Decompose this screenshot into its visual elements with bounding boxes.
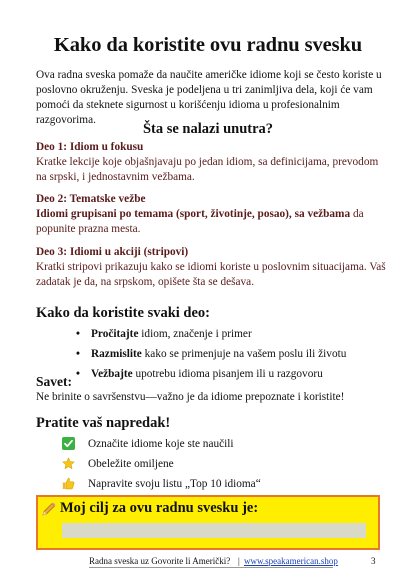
goal-box (36, 495, 380, 550)
part-2-description (36, 207, 388, 237)
how-to-item-text: upotrebu idioma pisanjem ili u razgovoru (132, 368, 323, 380)
bullet-icon: • (76, 368, 80, 380)
tip-heading-colon: : (67, 374, 72, 389)
how-to-item (76, 344, 376, 364)
how-to-heading: Kako da koristite svaki deo: (36, 305, 211, 321)
whats-inside-heading: Šta se nalazi unutra? (142, 121, 274, 137)
page-title: Kako da koristite ovu radnu svesku (53, 34, 363, 56)
checkmark-icon (62, 437, 75, 450)
footer-book-title: Radna sveska uz Govorite li Američki? (89, 556, 231, 566)
goal-input-field[interactable] (62, 523, 366, 538)
tip-text: Ne brinite o savršenstvu—važno je da idiome prepoznate i koristite! (36, 391, 345, 403)
how-to-list (76, 324, 376, 384)
how-to-item-verb: Pročitajte (91, 328, 139, 340)
progress-heading: Pratite vaš napredak! (36, 415, 171, 431)
part-1-description: Kratke lekcije koje objašnjavaju po jedan idiom, sa definicijama, prevodom na srpski, i jednostavnim vežbama. (36, 156, 379, 183)
progress-item-text: Označite idiome koje ste naučili (88, 438, 234, 450)
part-2 (36, 192, 388, 237)
tip-heading-text: Savet (36, 374, 68, 389)
bullet-icon: • (76, 328, 80, 340)
part-1-title: Deo 1: Idiom u fokusu (36, 141, 144, 153)
progress-item (62, 434, 261, 454)
part-3-title: Deo 3: Idiomi u akciji (stripovi) (36, 246, 189, 258)
how-to-item (76, 324, 376, 344)
footer-divider (89, 567, 333, 568)
progress-item (62, 474, 261, 494)
how-to-item-text: kako se primenjuje na vašem poslu ili životu (141, 348, 347, 360)
how-to-item-verb: Vežbajte (91, 368, 133, 380)
tip-heading (36, 374, 72, 390)
progress-list (62, 434, 261, 494)
footer-website-link[interactable]: www.speakamerican.shop (244, 556, 338, 566)
pencil-icon (42, 502, 56, 516)
how-to-item-text: idiom, značenje i primer (138, 328, 252, 340)
progress-item-text: Napravite svoju listu „Top 10 idioma“ (88, 478, 261, 490)
part-2-description-bold: Idiomi grupisani po temama (sport, životinje, posao), sa vežbama (36, 208, 351, 220)
part-1 (36, 140, 388, 185)
bullet-icon: • (76, 348, 80, 360)
how-to-item-verb: Razmislite (91, 348, 142, 360)
goal-label: Moj cilj za ovu radnu svesku je: (60, 500, 259, 516)
intro-paragraph: Ova radna sveska pomaže da naučite američke idiome koji se često koriste u poslovno okruženju. Sveska je podeljena u tri zanimljiva dela, koji će vam pomoći da steknete sigurnost u korišćenju idioma u profesionalnim razgovorima. (36, 69, 382, 126)
part-2-title: Deo 2: Tematske vežbe (36, 193, 146, 205)
how-to-item (76, 364, 376, 384)
part-2-description-rest: da popunite prazna mesta. (36, 208, 364, 235)
thumbs-up-icon (62, 477, 75, 490)
star-icon (62, 457, 75, 470)
part-3-description: Kratki stripovi prikazuju kako se idiomi koriste u poslovnim situacijama. Vaš zadatak je da, na srpskom, opišete šta se dešava. (36, 261, 386, 288)
part-3 (36, 245, 388, 290)
progress-item-text: Obeležite omiljene (88, 458, 174, 470)
footer-separator: | (238, 556, 240, 566)
progress-item (62, 454, 261, 474)
page-number: 3 (371, 556, 376, 566)
